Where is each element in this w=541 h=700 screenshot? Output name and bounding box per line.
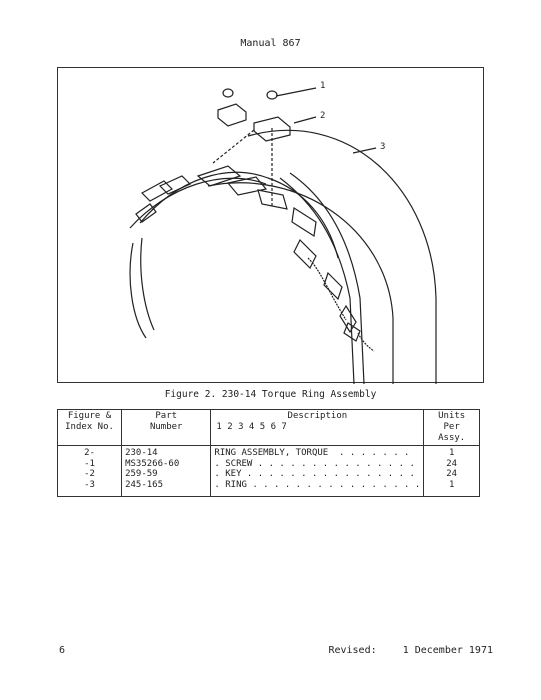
torque-ring-band — [140, 172, 338, 258]
callout-3: 3 — [380, 142, 386, 152]
table-row: 2- 230-14 RING ASSEMBLY, TORQUE . . . . . . . 1 — [58, 448, 480, 459]
header-units: Units Per Assy. — [424, 410, 480, 446]
table-row: -3 245-165 . RING . . . . . . . . . . . . . . . . 1 — [58, 480, 480, 497]
exploded-screw-key — [218, 89, 290, 141]
figure-caption: Figure 2. 230-14 Torque Ring Assembly — [164, 389, 377, 400]
table-header-row — [58, 410, 480, 446]
callout-2: 2 — [320, 111, 326, 121]
header-description: Description 1 2 3 4 5 6 7 — [211, 410, 424, 446]
manual-title: Manual 867 — [240, 38, 301, 49]
revised-label: Revised: — [328, 645, 377, 656]
figure-illustration — [57, 67, 484, 383]
revision-date — [328, 645, 493, 656]
table-row: -1 MS35266-60 . SCREW . . . . . . . . . . . . . . . 24 — [58, 459, 480, 470]
key-blocks — [136, 166, 360, 341]
parts-list-table — [57, 409, 480, 497]
header-figure-index: Figure & Index No. — [58, 410, 122, 446]
ring-outer-edge — [248, 130, 436, 384]
header-part-number: Part Number — [122, 410, 211, 446]
revised-date-value: 1 December 1971 — [402, 645, 493, 656]
table-row: -2 259-59 . KEY . . . . . . . . . . . . . . . . 24 — [58, 469, 480, 480]
callout-1: 1 — [320, 81, 326, 91]
ring-inner-edge — [208, 183, 393, 384]
page-number: 6 — [59, 645, 66, 656]
torque-ring-drawing — [58, 68, 485, 384]
